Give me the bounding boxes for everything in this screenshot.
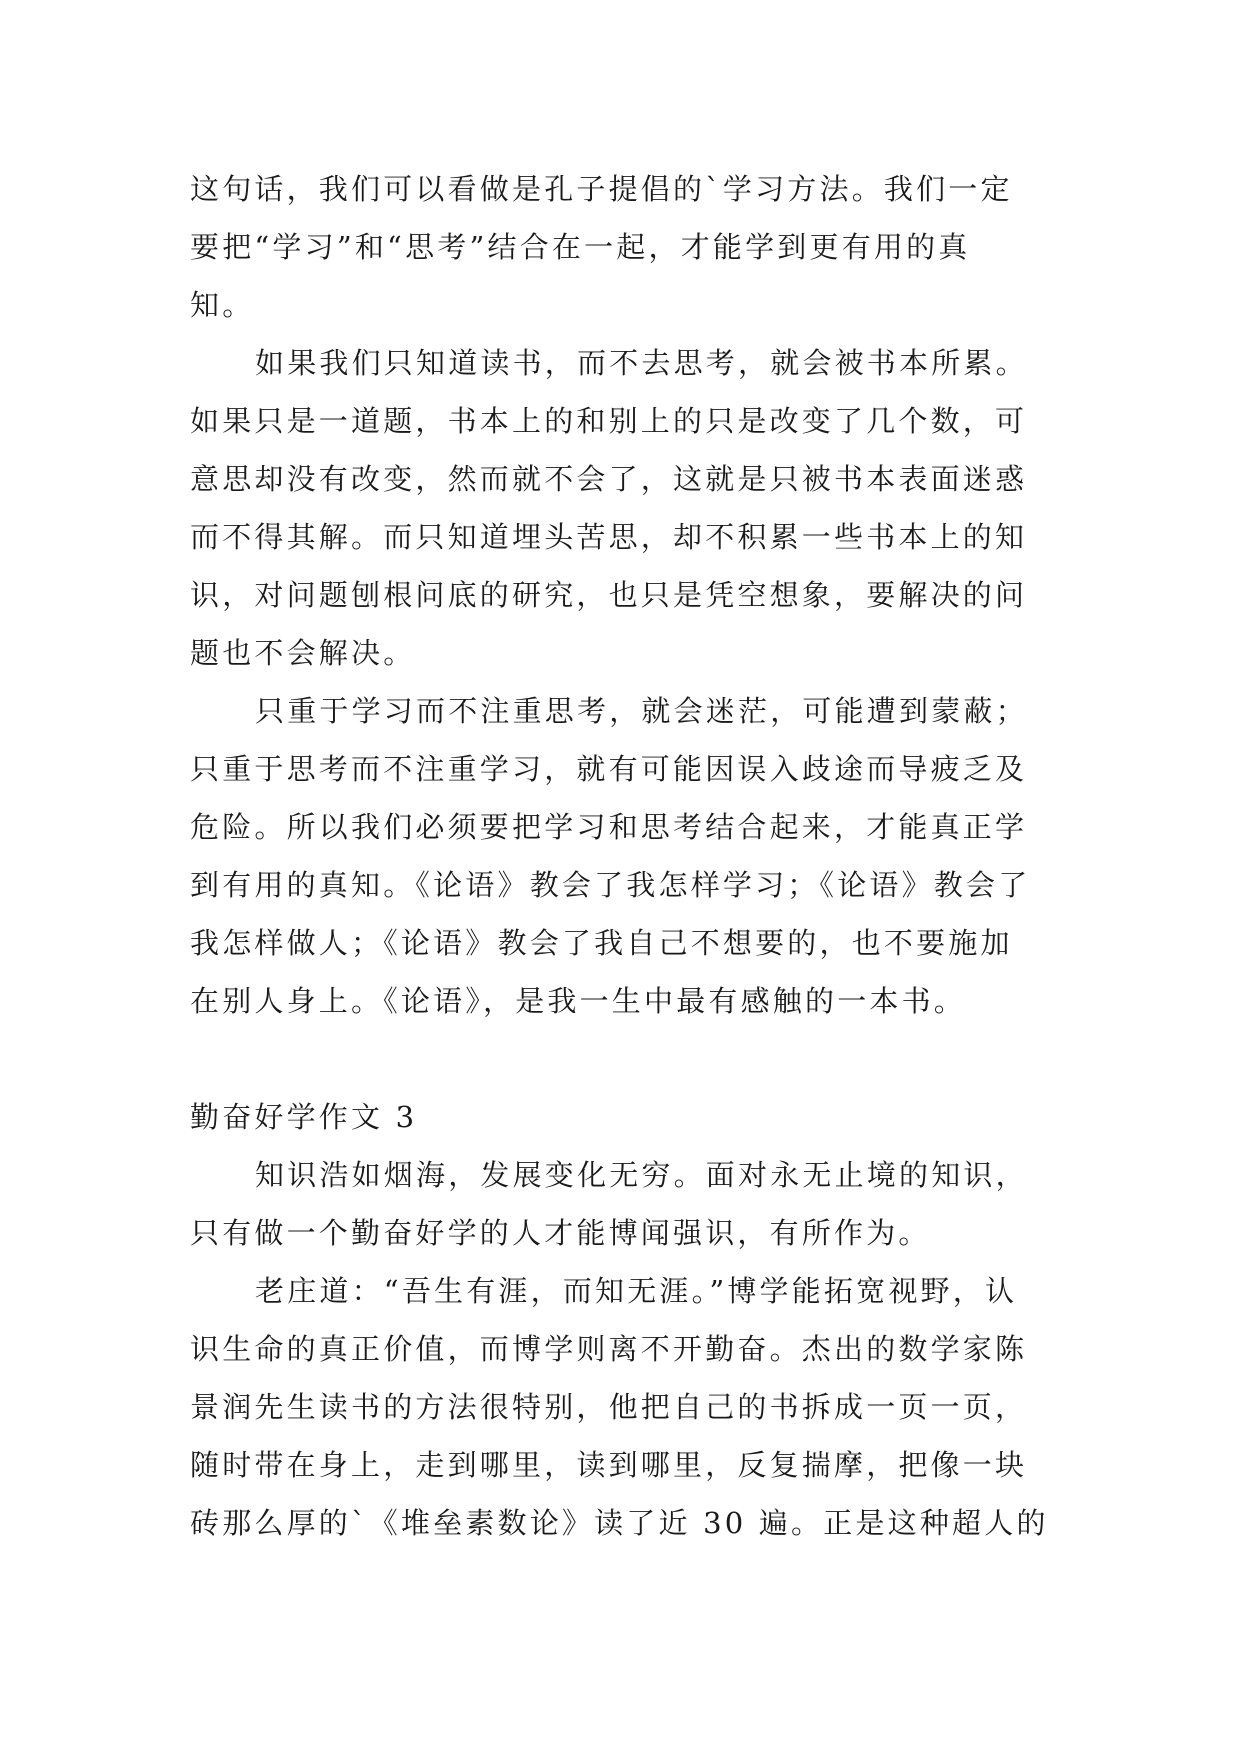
text-line: 只重于思考而不注重学习，就有可能因误入歧途而导疲乏及 (190, 752, 1028, 786)
text-line: 到有用的真知。《论语》教会了我怎样学习；《论语》教会了 (190, 868, 1031, 902)
text-line: 在别人身上。《论语》，是我一生中最有感触的一本书。 (190, 984, 967, 1018)
text-line: 砖那么厚的`《堆垒素数论》读了近 30 遍。正是这种超人的 (190, 1506, 1049, 1540)
text-line: 景润先生读书的方法很特别，他把自己的书拆成一页一页， (190, 1390, 1028, 1424)
text-line: 只重于学习而不注重思考，就会迷茫，可能遭到蒙蔽； (255, 694, 1028, 728)
text-line: 如果只是一道题，书本上的和别上的只是改变了几个数，可 (190, 404, 1028, 438)
text-line: 知。 (190, 288, 255, 322)
text-line: 而不得其解。而只知道埋头苦思，却不积累一些书本上的知 (190, 520, 1028, 554)
text-line: 要把“学习”和“思考”结合在一起，才能学到更有用的真 (190, 230, 971, 264)
text-line: 老庄道：“吾生有涯，而知无涯。”博学能拓宽视野，认 (255, 1274, 1018, 1308)
paragraph-1 (190, 160, 1070, 334)
text-line: 只有做一个勤奋好学的人才能博闻强识，有所作为。 (190, 1216, 931, 1250)
text-line: 题也不会解决。 (190, 636, 416, 670)
section-title: 勤奋好学作文 3 (190, 1100, 418, 1134)
section-paragraph-1 (190, 1146, 1070, 1262)
text-line: 知识浩如烟海，发展变化无穷。面对永无止境的知识， (255, 1158, 1028, 1192)
text-line: 我怎样做人；《论语》教会了我自己不想要的，也不要施加 (190, 926, 1013, 960)
text-line: 识，对问题刨根问底的研究，也只是凭空想象，要解决的问 (190, 578, 1028, 612)
paragraph-2 (190, 334, 1070, 682)
paragraph-3 (190, 682, 1070, 1030)
text-line: 如果我们只知道读书，而不去思考，就会被书本所累。 (255, 346, 1028, 380)
document-body (190, 160, 1070, 1552)
text-line: 这句话，我们可以看做是孔子提倡的`学习方法。我们一定 (190, 172, 1013, 206)
section-paragraph-2 (190, 1262, 1070, 1552)
text-line: 意思却没有改变，然而就不会了，这就是只被书本表面迷惑 (190, 462, 1028, 496)
text-line: 识生命的真正价值，而博学则离不开勤奋。杰出的数学家陈 (190, 1332, 1028, 1366)
text-line: 随时带在身上，走到哪里，读到哪里，反复揣摩，把像一块 (190, 1448, 1028, 1482)
text-line: 危险。所以我们必须要把学习和思考结合起来，才能真正学 (190, 810, 1028, 844)
